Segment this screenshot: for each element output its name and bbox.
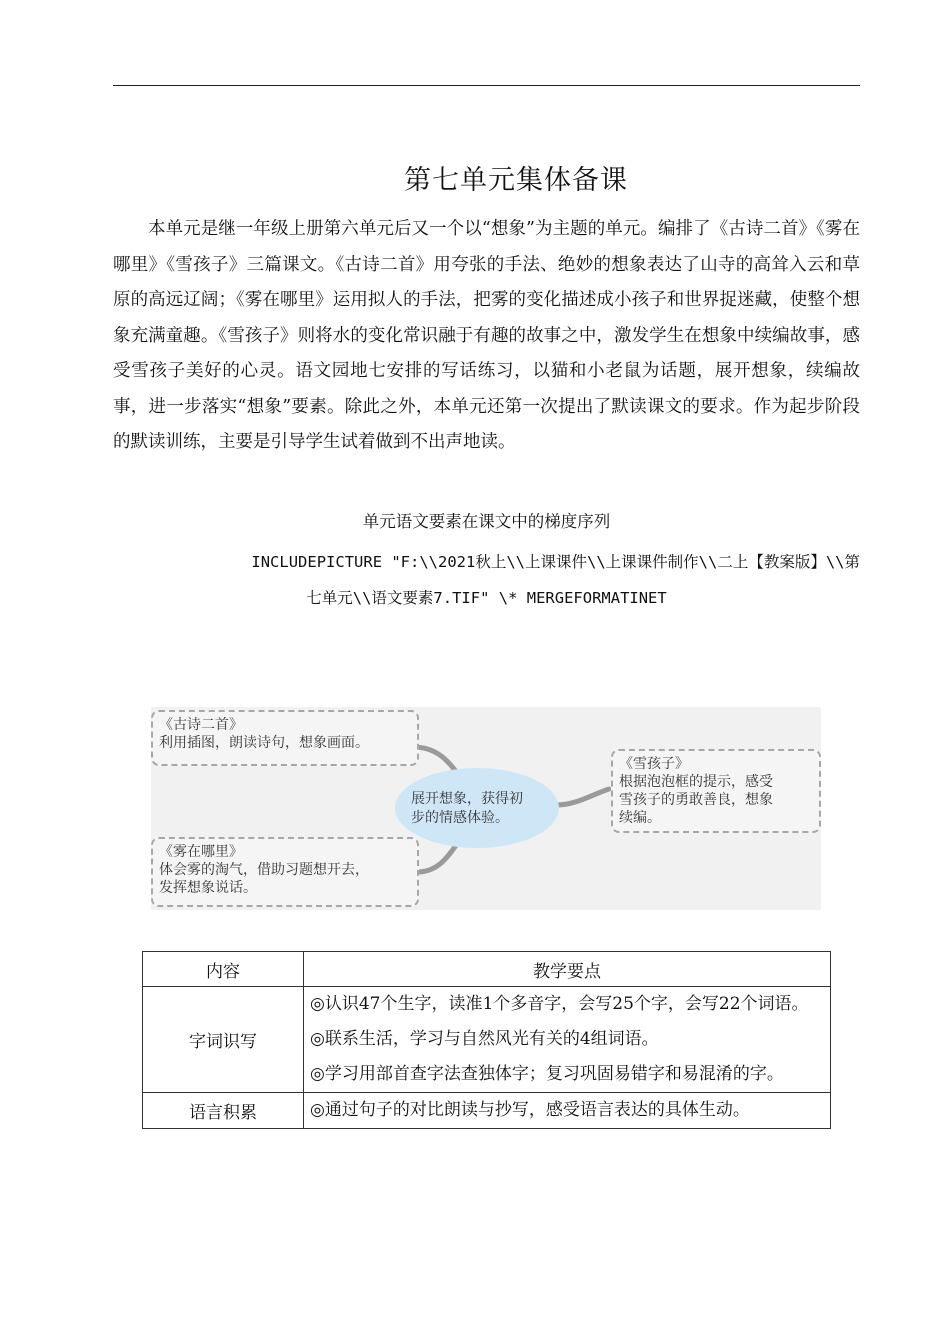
connector-right — [556, 789, 609, 805]
table-row — [143, 1093, 831, 1129]
row-points-literacy — [304, 987, 831, 1093]
row-label-language: 语言积累 — [143, 1093, 304, 1129]
page-title: 第七单元集体备课 — [404, 165, 628, 196]
box-fog-text2: 发挥想象说话。 — [159, 880, 257, 896]
mind-map-center-bubble — [395, 768, 559, 848]
point-item: ◎认识47个生字，读准1个多音字，会写25个字，会写22个词语。 — [310, 994, 809, 1014]
table-header-row — [143, 952, 831, 987]
teaching-points-table — [142, 951, 831, 1129]
header-content: 内容 — [143, 952, 304, 987]
mind-map-box-poems — [151, 710, 419, 766]
box-fog-title: 《雾在哪里》 — [159, 844, 243, 860]
header-teaching-points: 教学要点 — [304, 952, 831, 987]
row-label-literacy: 字词识写 — [143, 987, 304, 1093]
row-points-language — [304, 1093, 831, 1129]
point-item: ◎通过句子的对比朗读与抄写，感受语言表达的具体生动。 — [310, 1100, 750, 1120]
box-snow-text2: 雪孩子的勇敢善良，想象 — [619, 792, 773, 808]
header-rule — [113, 85, 860, 86]
box-poems-text: 利用插图，朗读诗句，想象画面。 — [159, 735, 369, 751]
center-text1: 展开想象，获得初 — [411, 791, 523, 807]
box-fog-text1: 体会雾的淘气，借助习题想开去， — [159, 862, 369, 878]
box-snow-text1: 根据泡泡框的提示，感受 — [619, 774, 773, 790]
figure-caption: 单元语文要素在课文中的梯度序列 — [362, 512, 611, 531]
box-snow-title: 《雪孩子》 — [619, 756, 689, 772]
field-code-line2: 七单元\\语文要素7.TIF" \* MERGEFORMATINET — [306, 589, 667, 607]
table-row — [143, 987, 831, 1093]
center-text2: 步的情感体验。 — [411, 810, 509, 826]
intro-text: 本单元是继一年级上册第六单元后又一个以“想象”为主题的单元。编排了《古诗二首》《雾在哪里》《雪孩子》三篇课文。《古诗二首》用夸张的手法、绝妙的想象表达了山寺的高耸入云和草原的高远辽阔；《雾在哪里》运用拟人的手法，把雾的变化描述成小孩子和世界捉迷藏，使整个想象充满童趣。《雪孩子》则将水的变化常识融于有趣的故事之中，激发学生在想象中续编故事，感受雪孩子美好的心灵。语文园地七安排的写话练习，以猫和小老鼠为话题，展开想象，续编故事，进一步落实“想象”要素。除此之外，本单元还第一次提出了默读课文的要求。作为起步阶段的默读训练，主要是引导学生试着做到不出声地读。 — [113, 219, 860, 452]
point-item: ◎联系生活，学习与自然风光有关的4组词语。 — [310, 1029, 659, 1049]
box-snow-text3: 续编。 — [619, 810, 661, 826]
field-code — [113, 544, 860, 616]
mind-map-box-fog — [151, 837, 419, 907]
field-code-line1: INCLUDEPICTURE "F:\\2021秋上\\上课课件\\上课课件制作\\二上【教案版】\\第 — [251, 553, 860, 571]
point-item: ◎学习用部首查字法查独体字；复习巩固易错字和易混淆的字。 — [310, 1064, 784, 1084]
intro-paragraph — [113, 212, 860, 461]
mind-map-figure — [151, 707, 821, 910]
box-poems-title: 《古诗二首》 — [159, 717, 243, 733]
mind-map-box-snow — [611, 749, 821, 833]
